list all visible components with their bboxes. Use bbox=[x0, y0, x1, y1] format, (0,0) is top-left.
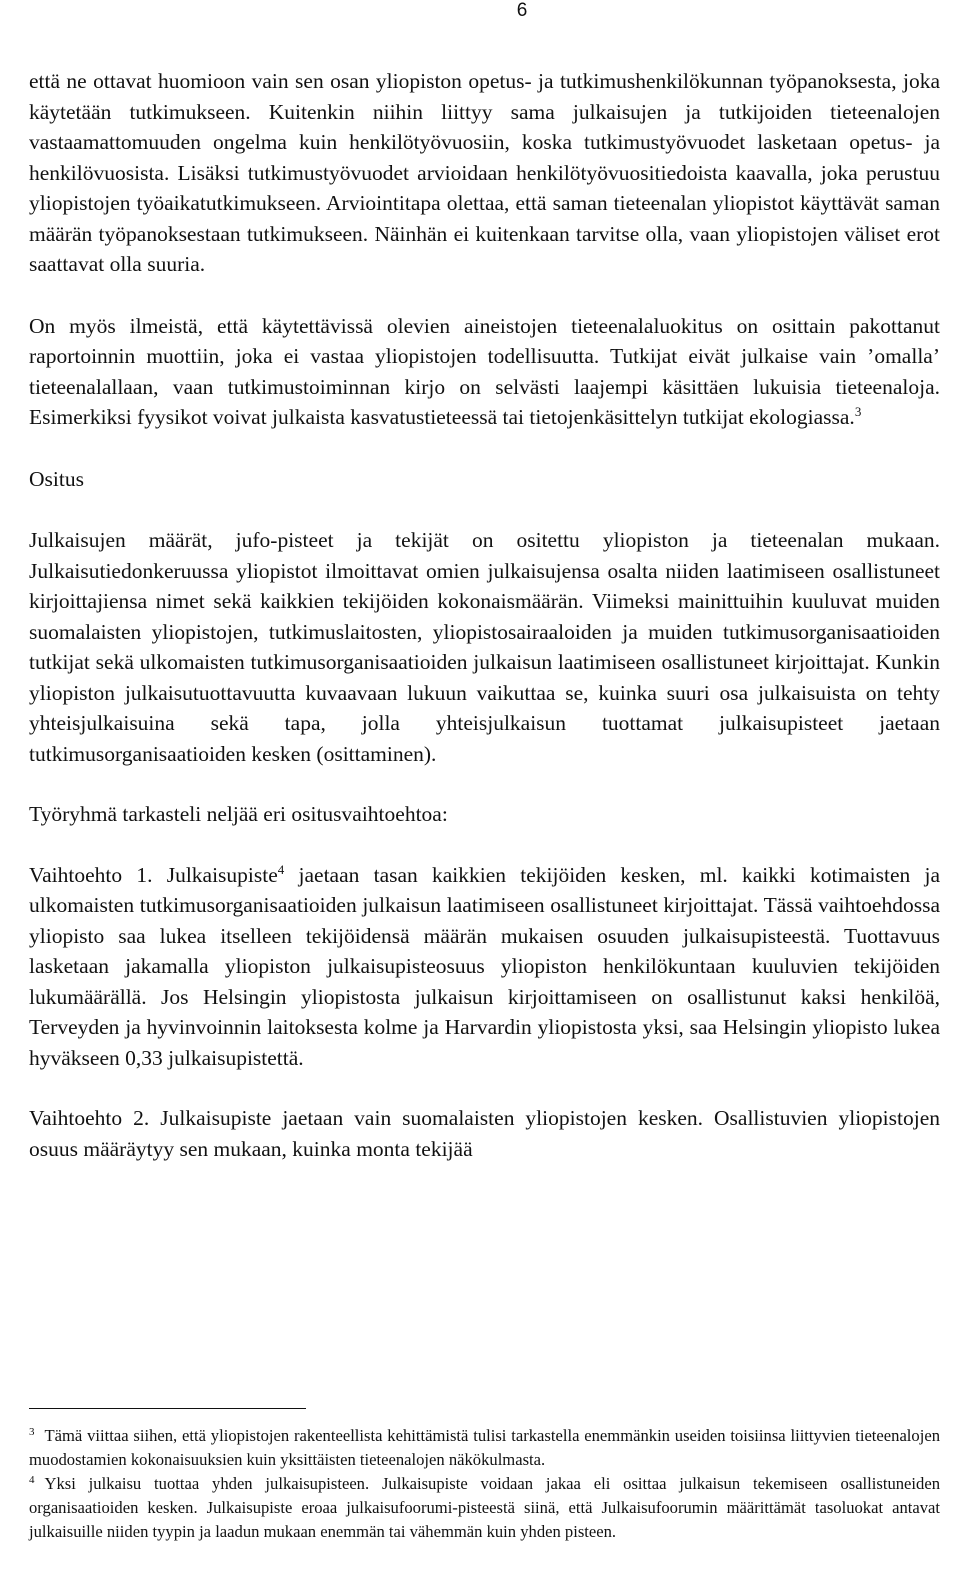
footnote-3 bbox=[29, 1424, 940, 1472]
footnote-text: Yksi julkaisu tuottaa yhden julkaisupisteen. Julkaisupiste voidaan jakaa eli osittaa julkaisun tekemiseen osallistuneiden organisaatioiden kesken. Julkaisupiste eroaa julkaisufoorumi-pisteestä siinä, että Julkaisufoorumin määrittämät tasoluokat antavat julkaisuille niiden tyypin ja laadun mukaan enemmän tai vähemmän kuin yhden pisteen. bbox=[29, 1474, 940, 1541]
option-1-text: jaetaan tasan kaikkien tekijöiden kesken, ml. kaikki kotimaisten ja ulkomaisten tutkimusorganisaatioiden julkaisun laatimiseen osallistuneet kirjoittajat. Tässä vaihtoehdossa yliopisto saa lukea itselleen tekijöidensä määrän mukaisen osuuden julkaisupisteestä. Tuottavuus lasketaan jakamalla yliopiston julkaisupisteosuus yliopiston henkilökuntaan kuuluvien tekijöiden lukumäärällä. Jos Helsingin yliopistosta julkaisun kirjoittamiseen on osallistunut kaksi henkilöä, Terveyden ja hyvinvoinnin laitoksesta kolme ja Harvardin yliopistosta yksi, saa Helsingin yliopisto lukea hyväkseen 0,33 julkaisupistettä. bbox=[29, 862, 941, 1070]
footnote-ref-3[interactable]: 3 bbox=[854, 404, 862, 419]
footnotes bbox=[29, 1408, 940, 1544]
footnote-divider bbox=[29, 1408, 306, 1409]
option-1-lead: Vaihtoehto 1. Julkaisupiste bbox=[29, 862, 278, 887]
footnote-4 bbox=[29, 1472, 940, 1544]
paragraph-classification-text: On myös ilmeistä, että käytettävissä olevien aineistojen tieteenalaluokitus on osittain pakottanut raportoinnin muottiin, joka ei vastaa yliopistojen todellisuutta. Tutkijat eivät julkaise vain ’omalla’ tieteenalallaan, vaan tutkimustoiminnan kirjo on selvästi laajempi käsittäen lukuisia tieteenaloja. Esimerkiksi fyysikot voivat julkaista kasvatustieteessä tai tietojenkäsittelyn tutkijat ekologiassa. bbox=[29, 313, 940, 429]
footnote-text: Tämä viittaa siihen, että yliopistojen rakenteellista kehittämistä tulisi tarkastella enemmänkin useiden toisiinsa liittyvien tieteenalojen muodostamien kokonaisuuksien kuin yksittäisten tieteenalojen näkökulmasta. bbox=[29, 1426, 940, 1469]
document-body bbox=[29, 66, 940, 1164]
paragraph-option-1 bbox=[29, 860, 940, 1074]
paragraph-classification bbox=[29, 311, 940, 433]
section-heading: Ositus bbox=[29, 466, 84, 491]
page-number: 6 bbox=[516, 0, 528, 21]
footnote-marker: 3 bbox=[29, 1426, 35, 1438]
paragraph-intro: että ne ottavat huomioon vain sen osan yliopiston opetus- ja tutkimushenkilökunnan työpanoksesta, joka käytetään tutkimukseen. Kuitenkin niihin liittyy sama julkaisujen ja tutkijoiden tieteenalojen vastaamattomuuden ongelma kuin henkilötyövuosiin, koska tutkimustyövuodet lasketaan opetus- ja henkilövuosista. Lisäksi tutkimustyövuodet arvioidaan henkilötyövuositiedoista kaavalla, joka perustuu yliopistojen työaikatutkimukseen. Arviointitapa olettaa, että saman tieteenalan yliopistot käyttävät saman määrän työpanoksestaan tutkimukseen. Näinhän ei kuitenkaan tarvitse olla, vaan yliopistojen väliset erot saattavat olla suuria. bbox=[29, 69, 940, 276]
footnote-marker: 4 bbox=[29, 1474, 35, 1486]
paragraph-option-2: Vaihtoehto 2. Julkaisupiste jaetaan vain suomalaisten yliopistojen kesken. Osallistuvien yliopistojen osuus määräytyy sen mukaan, kuinka monta tekijää bbox=[29, 1106, 940, 1161]
paragraph-ositus: Julkaisujen määrät, jufo-pisteet ja tekijät on ositettu yliopiston ja tieteenalan mukaan. Julkaisutiedonkeruussa yliopistot ilmoittavat omien julkaisujensa osalta niiden laatimiseen osallistuneet kirjoittajiensa nimet sekä kaikkien tekijöiden kokonaismäärän. Viimeksi mainittuihin kuuluvat muiden suomalaisten yliopistojen, tutkimuslaitosten, yliopistosairaaloiden ja muiden tutkimusorganisaatioiden tutkijat sekä ulkomaisten tutkimusorganisaatioiden julkaisun laatimiseen osallistuneet kirjoittajat. Kunkin yliopiston julkaisutuottavuutta kuvaavaan lukuun vaikuttaa se, kuinka suuri osa julkaisuista on tehty yhteisjulkaisuina sekä tapa, jolla yhteisjulkaisun tuottamat julkaisupisteet jaetaan tutkimusorganisaatioiden kesken (osittaminen). bbox=[29, 528, 940, 766]
footnote-ref-4[interactable]: 4 bbox=[277, 861, 285, 877]
paragraph-options-intro: Työryhmä tarkasteli neljää eri ositusvaihtoehtoa: bbox=[29, 802, 448, 826]
